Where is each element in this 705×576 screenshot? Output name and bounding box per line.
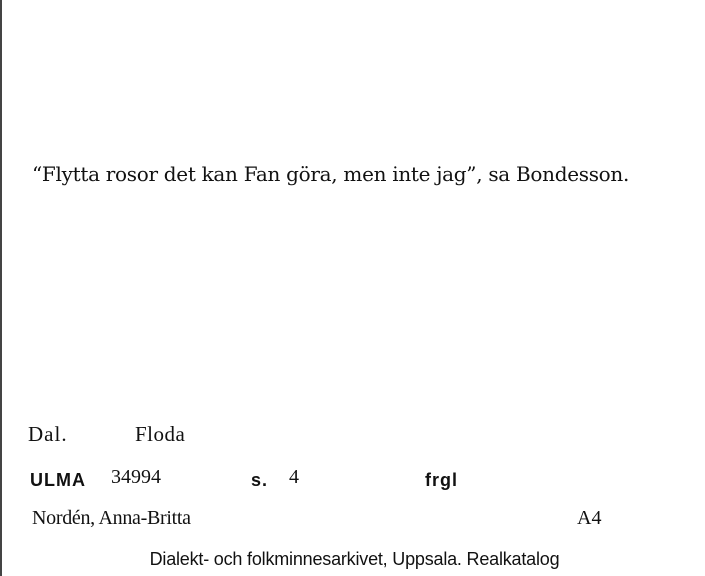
archive-number: 34994 [111, 466, 161, 488]
format-label: A4 [577, 507, 602, 529]
card-quote-text: “Flytta rosor det kan Fan göra, men inte jag”, sa Bondesson. [32, 162, 630, 186]
page-number: 4 [289, 466, 299, 488]
card-footer [0, 549, 705, 570]
region-label: Dal. [28, 422, 68, 446]
place-label: Floda [135, 422, 186, 446]
card-left-border [0, 0, 2, 576]
footer-text: Dialekt- och folkminnesarkivet, Uppsala. Realkatalog [149, 549, 560, 569]
informant-name: Nordén, Anna-Britta [32, 507, 191, 529]
archive-code: ULMA [30, 470, 86, 490]
page-label: s. [251, 470, 269, 490]
category-code: frgl [425, 470, 458, 490]
